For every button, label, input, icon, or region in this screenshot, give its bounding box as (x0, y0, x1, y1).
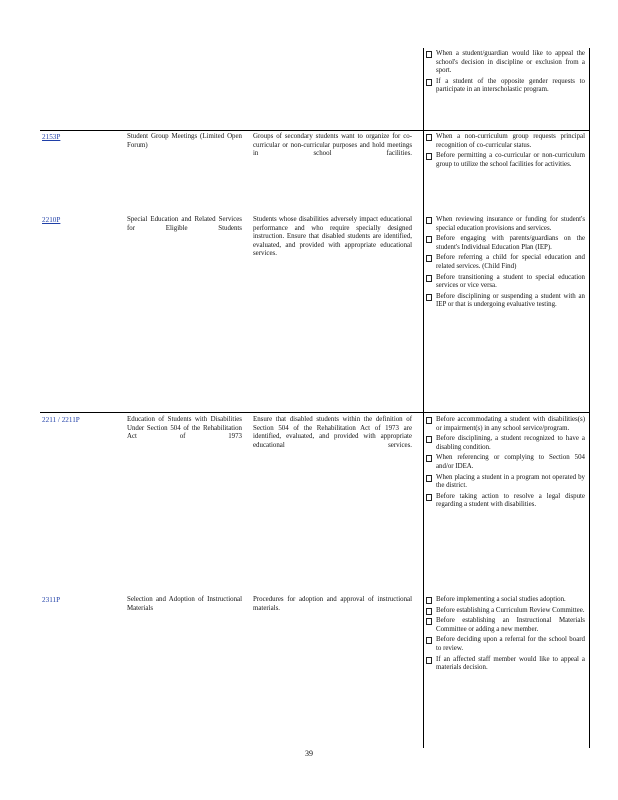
continued-actions (425, 50, 585, 97)
action-item: When a student/guardian would like to appeal the school's decision in discipline or exclusion from a sport. (425, 50, 585, 76)
checkbox-icon (426, 436, 432, 443)
checkbox-icon (426, 475, 432, 482)
policy-actions (425, 416, 585, 512)
policy-title: Student Group Meetings (Limited Open Forum) (127, 133, 242, 149)
policy-purpose: Groups of secondary students want to organize for co-curricular or non-curricular purposes and hold meetings in school facilities. (253, 133, 412, 158)
checkbox-icon (426, 134, 432, 141)
action-item: Before deciding upon a referral for the school board to review. (425, 636, 585, 653)
checkbox-icon (426, 597, 432, 604)
policy-code-link[interactable]: 2210P (42, 216, 61, 224)
checkbox-icon (426, 51, 432, 58)
column-rule-left (423, 48, 424, 748)
policy-code-link[interactable]: 2153P (42, 133, 61, 141)
checkbox-icon (426, 657, 432, 664)
policy-title: Selection and Adoption of Instructional Materials (127, 596, 242, 612)
checkbox-icon (426, 153, 432, 160)
checkbox-icon (426, 455, 432, 462)
checkbox-icon (426, 255, 432, 262)
checkbox-icon (426, 217, 432, 224)
checkbox-icon (426, 417, 432, 424)
action-item: Before establishing an Instructional Materials Committee or adding a new member. (425, 617, 585, 634)
checkbox-icon (426, 294, 432, 301)
page-number: 39 (305, 749, 313, 758)
row-rule-1 (40, 130, 590, 131)
checkbox-icon (426, 637, 432, 644)
checkbox-icon (426, 608, 432, 615)
column-rule-right (589, 48, 590, 748)
checkbox-icon (426, 618, 432, 625)
checkbox-icon (426, 79, 432, 86)
action-item: Before disciplining or suspending a student with an IEP or that is undergoing evaluative testing. (425, 293, 585, 310)
row-rule-2 (40, 412, 590, 413)
action-item: When referencing or complying to Section 504 and/or IDEA. (425, 454, 585, 471)
policy-actions (425, 133, 585, 171)
checkbox-icon (426, 494, 432, 501)
action-item: Before permitting a co-curricular or non-curriculum group to utilize the school facilities for activities. (425, 152, 585, 169)
policy-actions (425, 216, 585, 312)
action-item: Before engaging with parents/guardians on the student's Individual Education Plan (IEP). (425, 235, 585, 252)
checkbox-icon (426, 236, 432, 243)
policy-purpose: Ensure that disabled students within the definition of Section 504 of the Rehabilitation Act of 1973 are identified, evaluated, and provided with appropriate educational services. (253, 416, 412, 449)
policy-code: 2311P (42, 596, 61, 604)
action-item: Before implementing a social studies adoption. (425, 596, 585, 605)
action-item: Before taking action to resolve a legal dispute regarding a student with disabilities. (425, 493, 585, 510)
action-item: Before establishing a Curriculum Review Committee. (425, 607, 585, 616)
action-item: When a non-curriculum group requests principal recognition of co-curricular status. (425, 133, 585, 150)
action-item: Before referring a child for special education and related services. (Child Find) (425, 254, 585, 271)
policy-actions (425, 596, 585, 675)
action-item: Before transitioning a student to special education services or vice versa. (425, 274, 585, 291)
action-item: Before accommodating a student with disabilities(s) or impairment(s) in any school service/program. (425, 416, 585, 433)
policy-code: 2211 / 2211P (42, 416, 80, 424)
action-item: When reviewing insurance or funding for student's special education provisions and services. (425, 216, 585, 233)
policy-purpose: Procedures for adoption and approval of instructional materials. (253, 596, 412, 612)
action-item: Before disciplining, a student recognized to have a disabling condition. (425, 435, 585, 452)
policy-title: Education of Students with Disabilities Under Section 504 of the Rehabilitation Act of 1973 (127, 416, 242, 441)
policy-purpose: Students whose disabilities adversely impact educational performance and who require specially designed instruction. Ensure that disabled students are identified, evaluated, and provided with appropriate educational services. (253, 216, 412, 258)
action-item: If an affected staff member would like to appeal a materials decision. (425, 656, 585, 673)
action-item: If a student of the opposite gender requests to participate in an interscholastic program. (425, 78, 585, 95)
action-item: When placing a student in a program not operated by the district. (425, 474, 585, 491)
checkbox-icon (426, 275, 432, 282)
policy-title: Special Education and Related Services for Eligible Students (127, 216, 242, 232)
